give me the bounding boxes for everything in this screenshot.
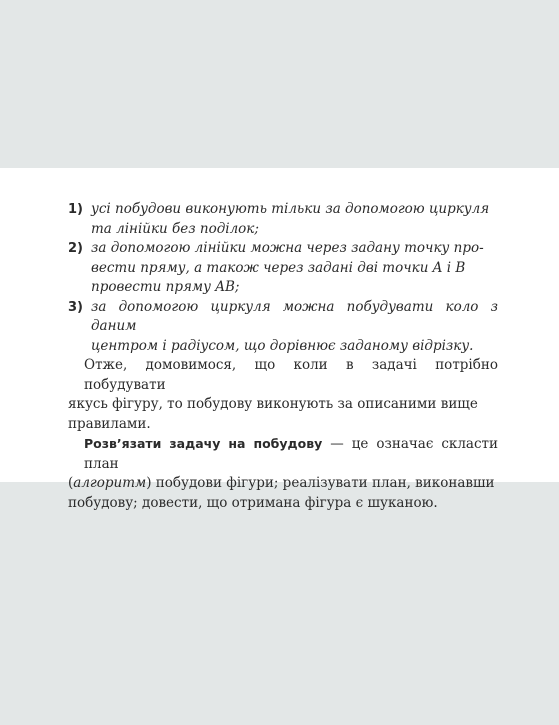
definition-text: ) побудови фігури; реалізувати план, виконавши (146, 475, 495, 491)
paragraph-conclusion (68, 356, 498, 434)
rule-text-line: та лінійки без поділок; (91, 220, 259, 237)
algorithm-term: алгоритм (73, 475, 147, 491)
rule-text-line: усі побудови виконують тільки за допомогою циркуля (91, 201, 490, 217)
rule-text-line: за допомогою лінійки можна через задану точку про- (91, 240, 484, 256)
rule-text-line: центром і радіусом, що дорівнює заданому відрізку. (91, 337, 474, 354)
paragraph-line: правилами. (68, 415, 151, 432)
paren-open: ( (68, 475, 74, 491)
rule-number: 3) (68, 299, 83, 315)
rule-text-line: за допомогою циркуля можна побудувати коло з даним (91, 298, 498, 334)
defined-term: Розв’язати задачу на побудову (84, 436, 323, 451)
rule-item-2 (68, 239, 498, 298)
rule-item-1 (68, 200, 498, 239)
rule-number: 2) (68, 241, 83, 256)
paragraph-line: якусь фігуру, то побудову виконують за описаними вище (68, 396, 478, 412)
paragraph-line (68, 474, 498, 494)
rule-number: 1) (68, 202, 83, 217)
rule-item-3 (68, 298, 498, 357)
paragraph-line (68, 434, 498, 474)
paragraph-line: Отже, домовимося, що коли в задачі потрібно побудувати (84, 357, 498, 393)
definition-text: — це означає скласти план (84, 436, 499, 472)
page-content (68, 200, 498, 513)
paragraph-line: побудову; довести, що отримана фігура є шуканою. (68, 494, 438, 511)
rule-text-line: провести пряму AB; (91, 279, 240, 295)
paragraph-definition (68, 434, 498, 513)
rule-text-line: вести пряму, а також через задані дві точки A і B (91, 259, 466, 276)
textbook-page (0, 168, 559, 511)
